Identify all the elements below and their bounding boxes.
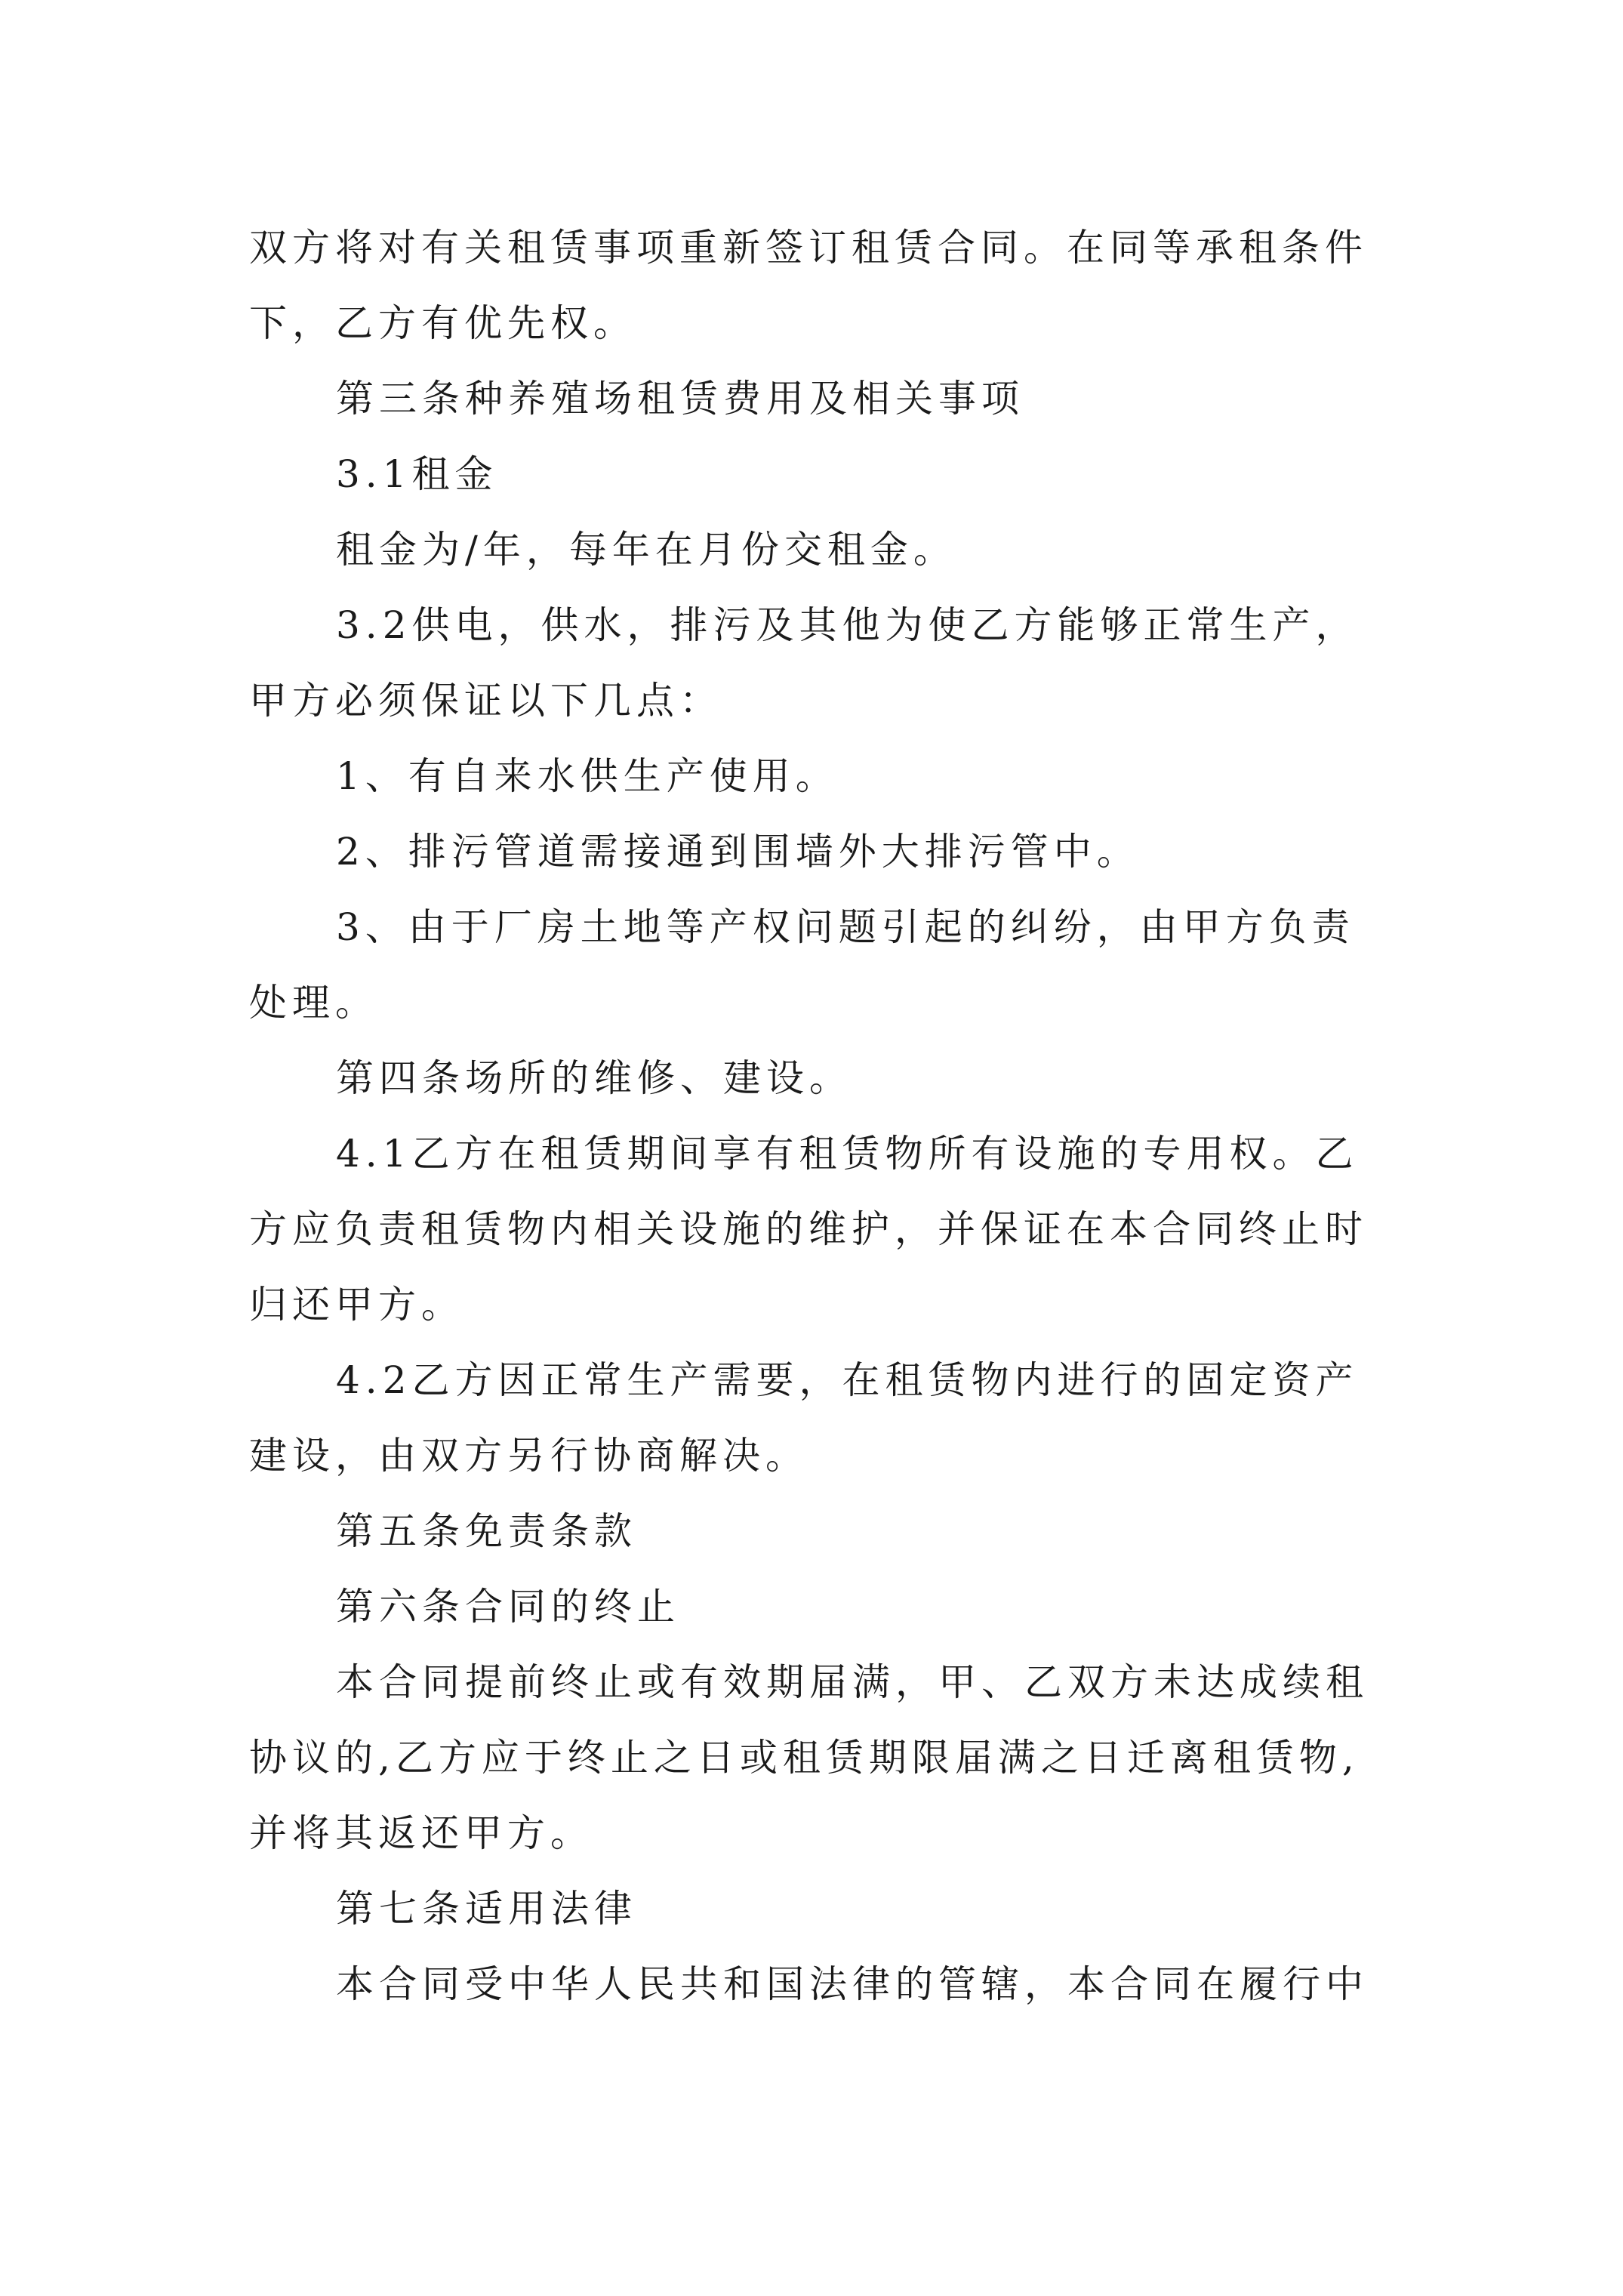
text-line: 建设，由双方另行协商解决。 bbox=[249, 1434, 808, 1478]
text-line: 1、有自来水供生产使用。 bbox=[336, 754, 839, 798]
list-item-3 bbox=[249, 889, 1381, 965]
text-line: 第七条适用法律 bbox=[336, 1887, 637, 1931]
text-line: 3.2供电，供水，排污及其他为使乙方能够正常生产， bbox=[336, 603, 1359, 647]
clause-4-2-continuation bbox=[249, 1418, 1381, 1493]
clause-4-2 bbox=[249, 1342, 1381, 1418]
list-item-2 bbox=[249, 814, 1381, 889]
text-line: 3.1租金 bbox=[336, 452, 498, 496]
paragraph-continuation bbox=[249, 210, 1381, 361]
text-line: 下，乙方有优先权。 bbox=[249, 301, 636, 345]
text-line: 第四条场所的维修、建设。 bbox=[336, 1056, 852, 1100]
list-item-3-continuation bbox=[249, 965, 1381, 1040]
text-line: 第六条合同的终止 bbox=[336, 1585, 680, 1629]
text-line: 本合同受中华人民共和国法律的管辖，本合同在履行中 bbox=[336, 1962, 1369, 2006]
document-body bbox=[249, 210, 1381, 2022]
text-line: 方应负责租赁物内相关设施的维护，并保证在本合同终止时 bbox=[249, 1207, 1368, 1251]
text-line: 处理。 bbox=[249, 981, 378, 1025]
article-heading-4 bbox=[249, 1040, 1381, 1116]
clause-3-2-continuation bbox=[249, 663, 1381, 738]
text-line: 本合同提前终止或有效期届满，甲、乙双方未达成续租 bbox=[336, 1660, 1369, 1704]
text-line: 4.1乙方在租赁期间享有租赁物所有设施的专用权。乙 bbox=[336, 1132, 1359, 1176]
text-line: 3、由于厂房土地等产权问题引起的纠纷，由甲方负责 bbox=[336, 905, 1355, 949]
text-line: 第五条免责条款 bbox=[336, 1509, 637, 1553]
text-line: 甲方必须保证以下几点： bbox=[249, 679, 722, 723]
text-line: 第三条种养殖场租赁费用及相关事项 bbox=[336, 377, 1024, 421]
text-line: 归还甲方。 bbox=[249, 1283, 464, 1327]
clause-3-1-text bbox=[249, 512, 1381, 587]
clause-3-1-heading bbox=[249, 436, 1381, 512]
article-heading-3 bbox=[249, 361, 1381, 436]
article-heading-7 bbox=[249, 1871, 1381, 1946]
clause-3-2 bbox=[249, 587, 1381, 663]
text-line: 租金为/年，每年在月份交租金。 bbox=[336, 528, 956, 572]
list-item-1 bbox=[249, 738, 1381, 814]
text-line: 并将其返还甲方。 bbox=[249, 1811, 593, 1855]
text-line: 双方将对有关租赁事项重新签订租赁合同。在同等承租条件 bbox=[249, 226, 1368, 270]
text-line: 4.2乙方因正常生产需要，在租赁物内进行的固定资产 bbox=[336, 1358, 1359, 1402]
article-heading-5 bbox=[249, 1493, 1381, 1569]
article-7-text bbox=[249, 1946, 1381, 2022]
article-6-text bbox=[249, 1644, 1381, 1720]
text-line: 2、排污管道需接通到围墙外大排污管中。 bbox=[336, 830, 1140, 874]
article-heading-6 bbox=[249, 1569, 1381, 1644]
article-6-continuation bbox=[249, 1720, 1381, 1871]
clause-4-1 bbox=[249, 1116, 1381, 1191]
clause-4-1-continuation bbox=[249, 1191, 1381, 1342]
text-line: 协议的,乙方应于终止之日或租赁期限届满之日迁离租赁物, bbox=[249, 1736, 1360, 1780]
